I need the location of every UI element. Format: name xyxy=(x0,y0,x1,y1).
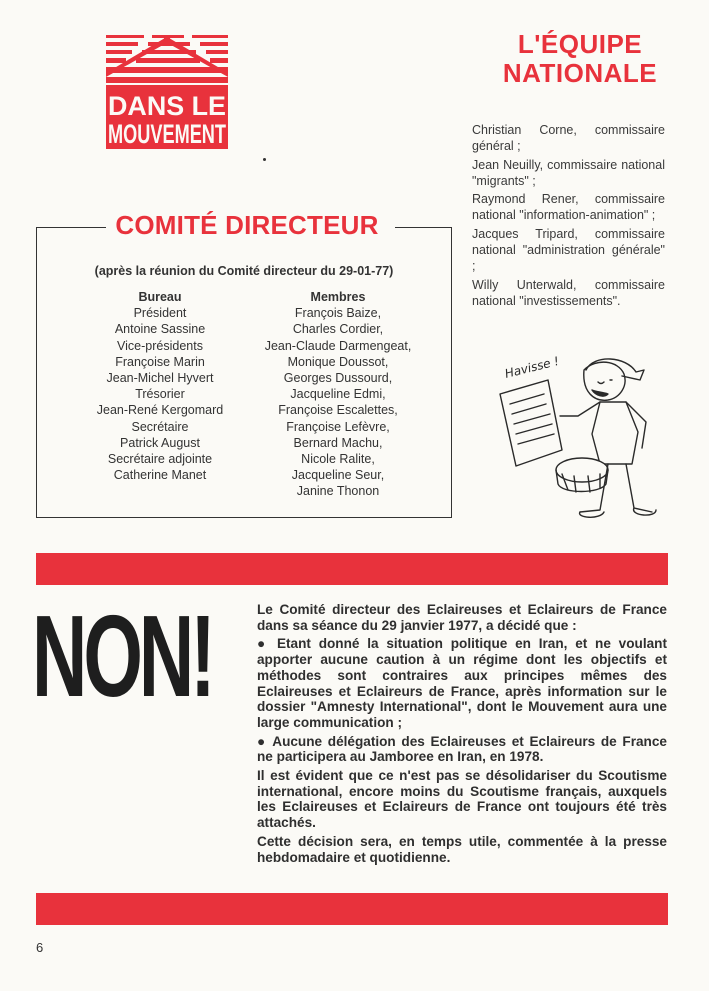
bureau-line: Secrétaire adjointe xyxy=(107,452,213,467)
bureau-line: Antoine Sassine xyxy=(114,322,206,337)
logo-line-1: DANS LE xyxy=(108,91,226,121)
equipe-title-line-2: NATIONALE xyxy=(502,58,658,88)
red-band-bottom xyxy=(36,893,668,925)
membre-line: Georges Dussourd, xyxy=(283,371,393,386)
bureau-line: Trésorier xyxy=(135,387,185,402)
bureau-column xyxy=(60,289,260,483)
bureau-line: Président xyxy=(133,306,187,321)
membres-header: Membres xyxy=(310,290,366,304)
equipe-title xyxy=(470,30,690,88)
non-paragraph: Le Comité directeur des Eclaireuses et Eclaireurs de France dans sa séance du 29 janvier 1977, a décidé que : xyxy=(257,602,667,633)
non-paragraph: ● Aucune délégation des Eclaireuses et Eclaireurs de France ne participera au Jamboree en Iran, en 1978. xyxy=(257,733,667,765)
logo-line-2: MOUVEMENT xyxy=(108,119,227,149)
membre-line: Jacqueline Edmi, xyxy=(290,387,386,402)
comite-title: COMITÉ DIRECTEUR xyxy=(115,210,379,240)
dans-le-mouvement-logo xyxy=(104,33,230,151)
bureau-line: Vice-présidents xyxy=(117,338,203,353)
bureau-line: Jean-Michel Hyvert xyxy=(106,371,214,386)
bureau-line: Françoise Marin xyxy=(115,354,205,369)
membre-line: Jacqueline Seur, xyxy=(291,468,385,483)
comite-frame-line-left xyxy=(36,227,106,228)
red-band-top xyxy=(36,553,668,585)
bureau-line: Jean-René Kergomard xyxy=(96,403,224,418)
bureau-line: Patrick August xyxy=(120,435,200,450)
equipe-members-list xyxy=(472,122,665,311)
illustration-sign-text: Havisse ! xyxy=(503,353,561,381)
equipe-member: Raymond Rener, commissaire national "information-animation" ; xyxy=(472,192,665,223)
membre-line: François Baize, xyxy=(294,306,382,321)
page-number: 6 xyxy=(36,940,44,955)
town-crier-illustration xyxy=(496,352,666,524)
equipe-member: Christian Corne, commissaire général ; xyxy=(472,123,665,154)
membres-column xyxy=(238,289,438,500)
bureau-line: Secrétaire xyxy=(131,419,189,434)
comite-frame-line-right xyxy=(395,227,451,228)
bureau-header: Bureau xyxy=(138,290,182,304)
membre-line: Janine Thonon xyxy=(296,484,380,499)
equipe-member: Willy Unterwald, commissaire national "investissements". xyxy=(472,277,665,308)
non-body-text xyxy=(257,602,667,868)
bureau-line: Catherine Manet xyxy=(113,468,207,483)
speck xyxy=(263,158,266,161)
comite-subtitle: (après la réunion du Comité directeur du 29-01-77) xyxy=(94,264,394,278)
membre-line: Jean-Claude Darmengeat, xyxy=(264,338,412,353)
equipe-member: Jacques Tripard, commissaire national "administration générale" ; xyxy=(472,226,665,274)
membre-line: Bernard Machu, xyxy=(293,435,383,450)
equipe-member: Jean Neuilly, commissaire national "migrants" ; xyxy=(472,157,665,188)
membre-line: Françoise Lefèvre, xyxy=(286,419,390,434)
membre-line: Nicole Ralite, xyxy=(301,452,375,467)
non-headline: NON! xyxy=(32,591,212,721)
membre-line: Monique Doussot, xyxy=(287,354,389,369)
non-paragraph: ● Etant donné la situation politique en Iran, et ne voulant apporter aucune caution à un régime dont les objectifs et méthodes sont contraires aux principes mêmes des Eclaireuses et Eclaireurs de France, après information sur le dossier "Amnesty International", dont le Mouvement aura une large communication ; xyxy=(257,636,667,730)
non-paragraph: Cette décision sera, en temps utile, commentée à la presse hebdomadaire et quotidienne. xyxy=(257,833,667,865)
non-paragraph: Il est évident que ce n'est pas se désolidariser du Scoutisme international, encore moins du Scoutisme français, auxquels les Eclaireuses et Eclaireurs de France ont toujours été très attachés. xyxy=(257,768,667,831)
membre-line: Françoise Escalettes, xyxy=(278,403,398,418)
membre-line: Charles Cordier, xyxy=(292,322,384,337)
equipe-title-line-1: L'ÉQUIPE xyxy=(517,29,643,59)
